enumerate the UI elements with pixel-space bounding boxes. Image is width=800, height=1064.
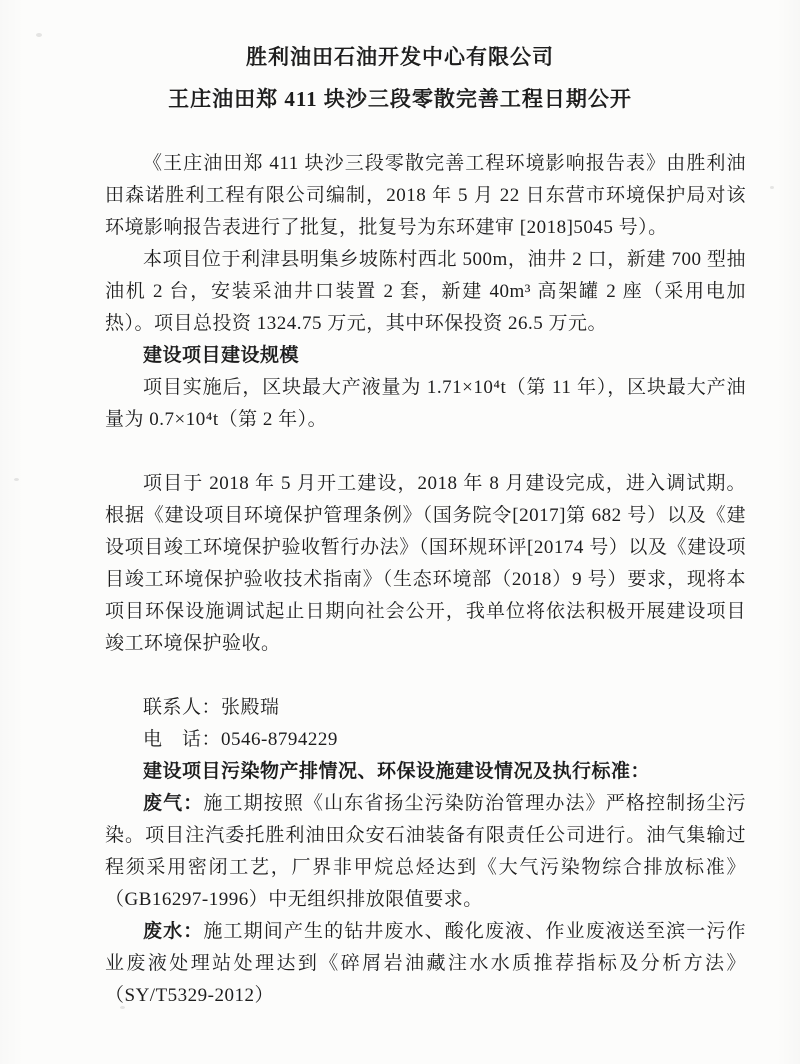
scan-speck <box>36 33 42 37</box>
scan-speck <box>14 478 19 481</box>
paragraph-production-scale: 项目实施后，区块最大产液量为 1.71×10⁴t（第 11 年），区块最大产油量为 0.7×10⁴t（第 2 年）。 <box>105 377 746 430</box>
document-header <box>0 0 800 114</box>
contact-person-line: 联系人：张殿瑞 <box>143 697 280 718</box>
section-heading-pollutant-standards: 建设项目污染物产排情况、环保设施建设情况及执行标准： <box>143 761 651 782</box>
paragraph-schedule-and-basis: 项目于 2018 年 5 月开工建设，2018 年 8 月建设完成，进入调试期。根据《建设项目环境保护管理条例》（国务院令[2017]第 682 号）以及《建设项目竣工环境保护验收暂行办法》（国环规环评[20174 号）以及《建设项目竣工环境保护验收技术指南》（生态环境部（2018）9 号）要求，现将本项目环保设施调试起止日期向社会公开，我单位将依法积极开展建设项目竣工环境保护验收。 <box>105 473 746 654</box>
company-name-title: 胜利油田石油开发中心有限公司 <box>246 45 554 69</box>
scan-speck <box>770 186 774 189</box>
section-heading-construction-scale: 建设项目建设规模 <box>143 345 300 366</box>
document-body <box>105 148 746 1012</box>
paragraph-waste-gas <box>105 788 746 916</box>
waste-gas-label: 废气： <box>143 793 204 814</box>
paragraph-waste-water <box>105 916 746 1012</box>
waste-water-label: 废水： <box>143 921 204 942</box>
scan-speck <box>120 1006 125 1009</box>
waste-water-text: 施工期间产生的钻井废水、酸化废液、作业废液送至滨一污作业废液处理站处理达到《碎屑岩油藏注水水质推荐指标及分析方法》（SY/T5329-2012） <box>105 921 746 1006</box>
waste-gas-text: 施工期按照《山东省扬尘污染防治管理办法》严格控制扬尘污染。项目注汽委托胜利油田众安石油装备有限责任公司进行。油气集输过程须采用密闭工艺，厂界非甲烷总烃达到《大气污染物综合排放标准》（GB16297-1996）中无组织排放限值要求。 <box>105 793 746 910</box>
paragraph-project-overview: 本项目位于利津县明集乡坡陈村西北 500m，油井 2 口，新建 700 型抽油机 2 台，安装采油井口装置 2 套，新建 40m³ 高架罐 2 座（采用电加热）。项目总投资 1324.75 万元，其中环保投资 26.5 万元。 <box>105 249 746 334</box>
contact-phone-line: 电 话：0546-8794229 <box>143 729 338 750</box>
document-title: 王庄油田郑 411 块沙三段零散完善工程日期公开 <box>168 87 632 111</box>
paragraph-approval: 《王庄油田郑 411 块沙三段零散完善工程环境影响报告表》由胜利油田森诺胜利工程有限公司编制，2018 年 5 月 22 日东营市环境保护局对该环境影响报告表进行了批复，批复号为东环建审 [2018]5045 号）。 <box>105 153 746 238</box>
